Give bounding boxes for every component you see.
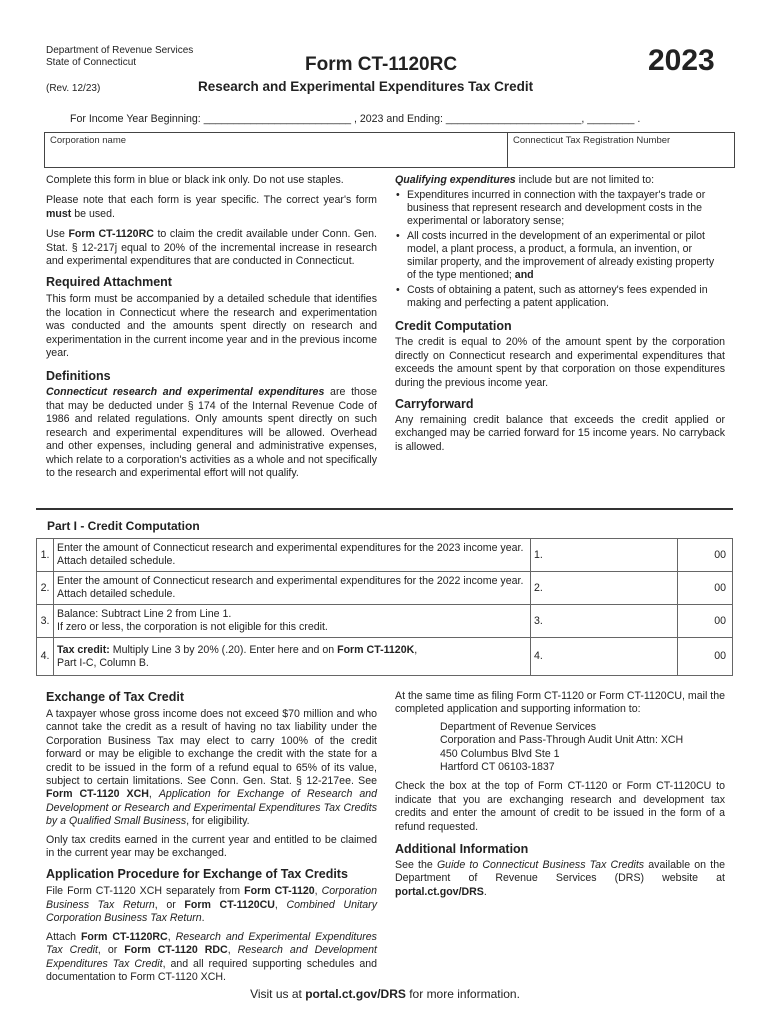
tax-registration-number-field[interactable] [507, 132, 735, 168]
credit-computation-text: The credit is equal to 20% of the amount spent by the corporation directly on Connecticut research and experimental expenditures that exceeds the amount spent by that corporation on those expenditures during the previous income year. [395, 336, 725, 389]
definitions-text: Connecticut research and experimental expenditures are those that may be deducted under § 174 of the Internal Revenue Code of 1986 and related regulations. Only amounts spent directly on such research and experimental expenditures will be allowed. Overhead and other expenses, including general and administrative expenses, which relate to a corporation's activities as a whole and not specifically to the research and experimental effort will not qualify. [46, 386, 377, 479]
form-subtitle: Research and Experimental Expenditures Tax Credit [198, 79, 534, 94]
mail-instruction: At the same time as filing Form CT-1120 or Form CT-1120CU, mail the completed application and supporting information to: [395, 690, 725, 716]
line-4-cents: 00 [678, 638, 733, 676]
exchange-left-column [46, 690, 377, 984]
table-row [37, 605, 733, 638]
application-attach-text: Attach Form CT-1120RC, Research and Experimental Expenditures Tax Credit, or Form CT-1120 RDC, Research and Development Expenditures Tax Credit, and all required supporting schedules and documentation to Form CT-1120 XCH. [46, 930, 377, 983]
address-line: 450 Columbus Blvd Ste 1 [440, 747, 560, 760]
part-1-table [36, 538, 733, 676]
line-4-amount-field[interactable]: 4. [531, 638, 678, 676]
line-number: 1. [37, 539, 54, 572]
line-1-cents: 00 [678, 539, 733, 572]
address-line: Hartford CT 06103-1837 [440, 761, 555, 774]
footer: Visit us at portal.ct.gov/DRS for more information. [250, 987, 520, 1001]
qualifying-expenditures-intro: Qualifying expenditures include but are not limited to: [395, 174, 655, 186]
mailing-address [395, 721, 725, 775]
income-year-end-blank[interactable]: _______________________, [445, 113, 585, 125]
revision: (Rev. 12/23) [46, 83, 101, 94]
application-procedure-heading: Application Procedure for Exchange of Tax Credits [46, 867, 348, 882]
instructions-right-column [395, 174, 725, 454]
additional-information-text: See the Guide to Connecticut Business Tax Credits available on the Department of Revenue Services (DRS) website at portal.ct.gov/DRS. [395, 859, 725, 898]
part-1-section [36, 508, 733, 676]
address-line: Department of Revenue Services [440, 720, 597, 733]
ink-instruction: Complete this form in blue or black ink only. Do not use staples. [46, 174, 344, 186]
year-specific-note: Please note that each form is year specific. The correct year's form must be used. [46, 194, 377, 220]
instructions-left-column [46, 174, 377, 480]
header-left [46, 45, 193, 69]
definitions-heading: Definitions [46, 369, 111, 384]
line-number: 4. [37, 638, 54, 676]
income-year-line [70, 113, 640, 125]
income-year-begin-blank[interactable]: _________________________ [203, 113, 351, 125]
list-item: • All costs incurred in the development of an experimental or pilot model, a plant process, a product, a formula, an invention, or similar property, and the improvement of already existing property of the type mentioned; and [407, 230, 725, 282]
check-box-instruction: Check the box at the top of Form CT-1120 or Form CT-1120CU to indicate that you are exchanging research and development tax credits and enter the amount of credit to be issued in the form of a refund requested. [395, 780, 725, 833]
line-2-amount-field[interactable]: 2. [531, 572, 678, 605]
exchange-text: A taxpayer whose gross income does not exceed $70 million and who cannot take the credit as a result of having no tax liability under the Corporation Business Tax may elect to carry 100% of the credit forward or may be eligible to exchange the credit with the state for a credit to be issued in the form of a refund equal to 65% of its value, subject to certain limitations. See Conn. Gen. Stat. § 12-217ee. See Form CT-1120 XCH, Application for Exchange of Research and Development or Research and Experimental Expenditures Tax Credits by a Qualified Small Business, for eligibility. [46, 708, 378, 828]
line-3-description: Balance: Subtract Line 2 from Line 1. If zero or less, the corporation is not eligible for this credit. [54, 605, 531, 638]
required-attachment-text: This form must be accompanied by a detailed schedule that identifies the location in Connecticut where the research and experimentation was conducted and the amounts spent directly on research and experimentation in the current income year and in the previous income year. [46, 293, 377, 360]
line-number: 2. [37, 572, 54, 605]
table-row [37, 572, 733, 605]
income-year-end-year-blank[interactable]: ________ . [587, 113, 641, 125]
exchange-current-year-note: Only tax credits earned in the current year and entitled to be claimed in the current year may be exchanged. [46, 833, 377, 860]
form-year: 2023 [648, 44, 715, 77]
footer-website-link[interactable]: portal.ct.gov/DRS [305, 987, 406, 1001]
income-year-mid: , 2023 and Ending: [353, 113, 443, 125]
line-number: 3. [37, 605, 54, 638]
line-2-description: Enter the amount of Connecticut research and experimental expenditures for the 2022 income year. Attach detailed schedule. [54, 572, 531, 605]
line-3-cents: 00 [678, 605, 733, 638]
additional-information-heading: Additional Information [395, 842, 529, 857]
tax-registration-number-label: Connecticut Tax Registration Number [513, 135, 671, 146]
qualifying-expenditures-list [395, 189, 725, 310]
drs-website-link[interactable]: portal.ct.gov/DRS [395, 885, 484, 898]
line-1-amount-field[interactable]: 1. [531, 539, 678, 572]
line-4-description: Tax credit: Multiply Line 3 by 20% (.20). Enter here and on Form CT-1120K, Part I-C, Column B. [54, 638, 531, 676]
carryforward-heading: Carryforward [395, 397, 474, 412]
line-3-amount-field[interactable]: 3. [531, 605, 678, 638]
table-row [37, 638, 733, 676]
income-year-begin-label: For Income Year Beginning: [70, 113, 201, 125]
corporation-name-field[interactable] [44, 132, 508, 168]
application-file-text: File Form CT-1120 XCH separately from Form CT-1120, Corporation Business Tax Return, or Form CT-1120CU, Combined Unitary Corporation Business Tax Return. [46, 885, 377, 925]
line-2-cents: 00 [678, 572, 733, 605]
carryforward-text: Any remaining credit balance that exceeds the credit applied or exchanged may be carried forward for 15 income years. No carryback is allowed. [395, 414, 725, 453]
address-line: Corporation and Pass-Through Audit Unit Attn: XCH [440, 734, 684, 747]
corporation-name-label: Corporation name [50, 135, 127, 146]
use-form-paragraph: Use Form CT-1120RC to claim the credit available under Conn. Gen. Stat. § 12-217j equal to 20% of the incremental increase in research and experimental expenditures that are conducted in Connecticut. [46, 228, 377, 268]
exchange-right-column [395, 690, 725, 899]
form-title: Form CT-1120RC [305, 54, 458, 75]
credit-computation-heading: Credit Computation [395, 319, 512, 334]
required-attachment-heading: Required Attachment [46, 275, 172, 290]
state-name: State of Connecticut [46, 57, 137, 68]
dept-name: Department of Revenue Services [46, 45, 194, 56]
exchange-heading: Exchange of Tax Credit [46, 690, 184, 704]
list-item: • Expenditures incurred in connection with the taxpayer's trade or business that represent research and development costs in the experimental or laboratory sense; [407, 189, 725, 228]
line-1-description: Enter the amount of Connecticut research and experimental expenditures for the 2023 income year. Attach detailed schedule. [54, 539, 531, 572]
part-1-title: Part I - Credit Computation [47, 519, 200, 533]
table-row [37, 539, 733, 572]
list-item: • Costs of obtaining a patent, such as attorney's fees expended in making and perfecting a patent application. [407, 284, 725, 310]
